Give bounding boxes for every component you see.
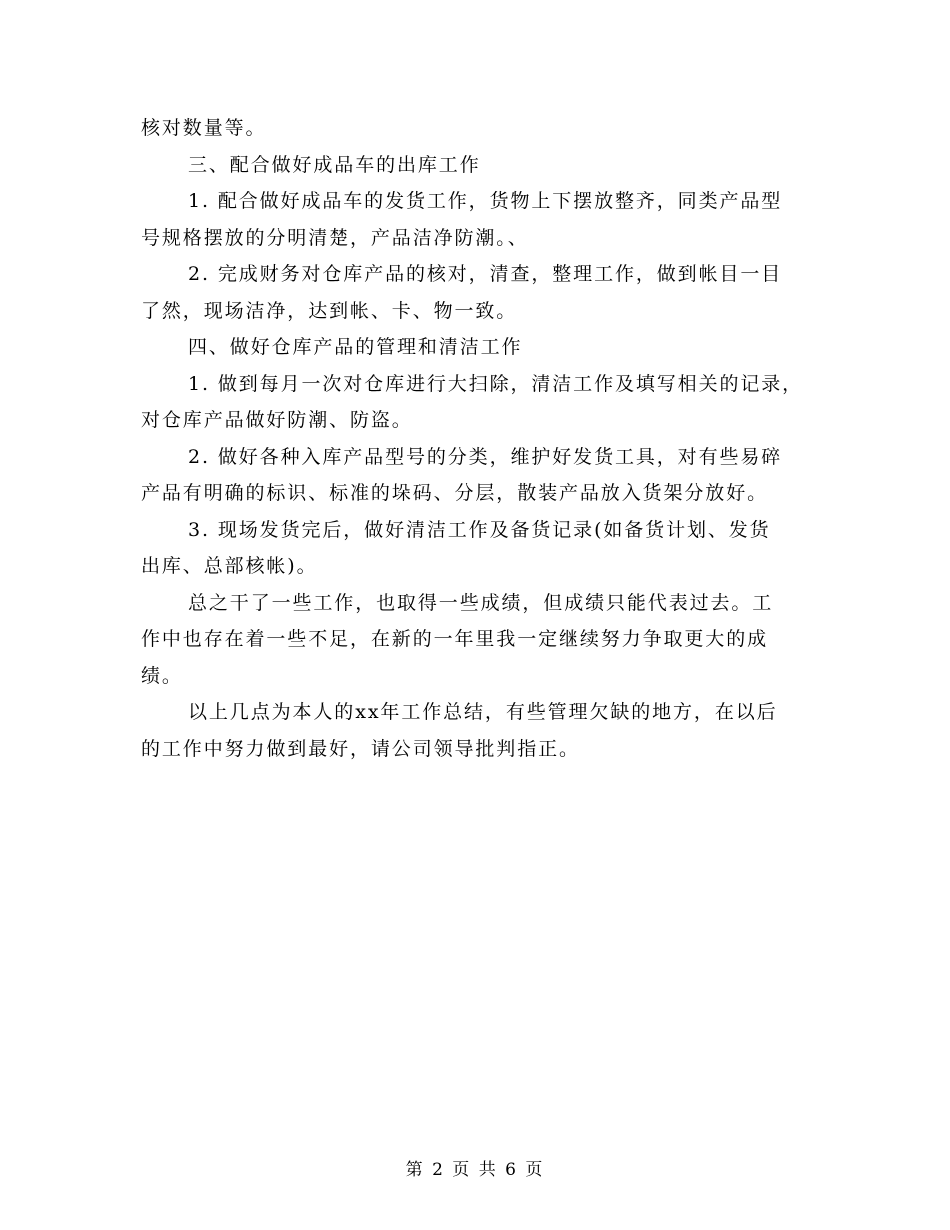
text-line: 出库、总部核帐)。	[141, 555, 318, 577]
text-line: 以上几点为本人的xx年工作总结，有些管理欠缺的地方，在以后	[188, 701, 778, 723]
text-line: 总之干了一些工作，也取得一些成绩，但成绩只能代表过去。工	[188, 591, 774, 614]
text-line: 2. 完成财务对仓库产品的核对，清查，整理工作，做到帐目一目	[188, 263, 783, 285]
text-line: 1. 配合做好成品车的发货工作，货物上下摆放整齐，同类产品型	[188, 190, 783, 212]
text-line: 作中也存在着一些不足，在新的一年里我一定继续努力争取更大的成	[141, 628, 769, 650]
text-line: 对仓库产品做好防潮、防盗。	[141, 409, 413, 431]
text-line: 的工作中努力做到最好，请公司领导批判指正。	[141, 737, 580, 760]
text-line: 产品有明确的标识、标准的垛码、分层，散装产品放入货架分放好。	[141, 482, 769, 504]
text-line: 1. 做到每月一次对仓库进行大扫除，清洁工作及填写相关的记录，	[188, 372, 804, 395]
text-line: 号规格摆放的分明清楚，产品洁净防潮。、	[141, 226, 529, 249]
text-line: 核对数量等。	[141, 117, 267, 139]
text-line: 绩。	[141, 664, 183, 687]
text-line: 四、做好仓库产品的管理和清洁工作	[188, 336, 523, 358]
text-line: 三、配合做好成品车的出库工作	[188, 153, 481, 176]
text-line: 3. 现场发货完后，做好清洁工作及备货记录(如备货计划、发货	[188, 518, 771, 541]
text-line: 2. 做好各种入库产品型号的分类，维护好发货工具，对有些易碎	[188, 445, 783, 468]
page-number-footer: 第 2 页 共 6 页	[405, 1160, 545, 1180]
document-body	[141, 110, 811, 767]
text-line: 了然，现场洁净，达到帐、卡、物一致。	[141, 299, 518, 322]
